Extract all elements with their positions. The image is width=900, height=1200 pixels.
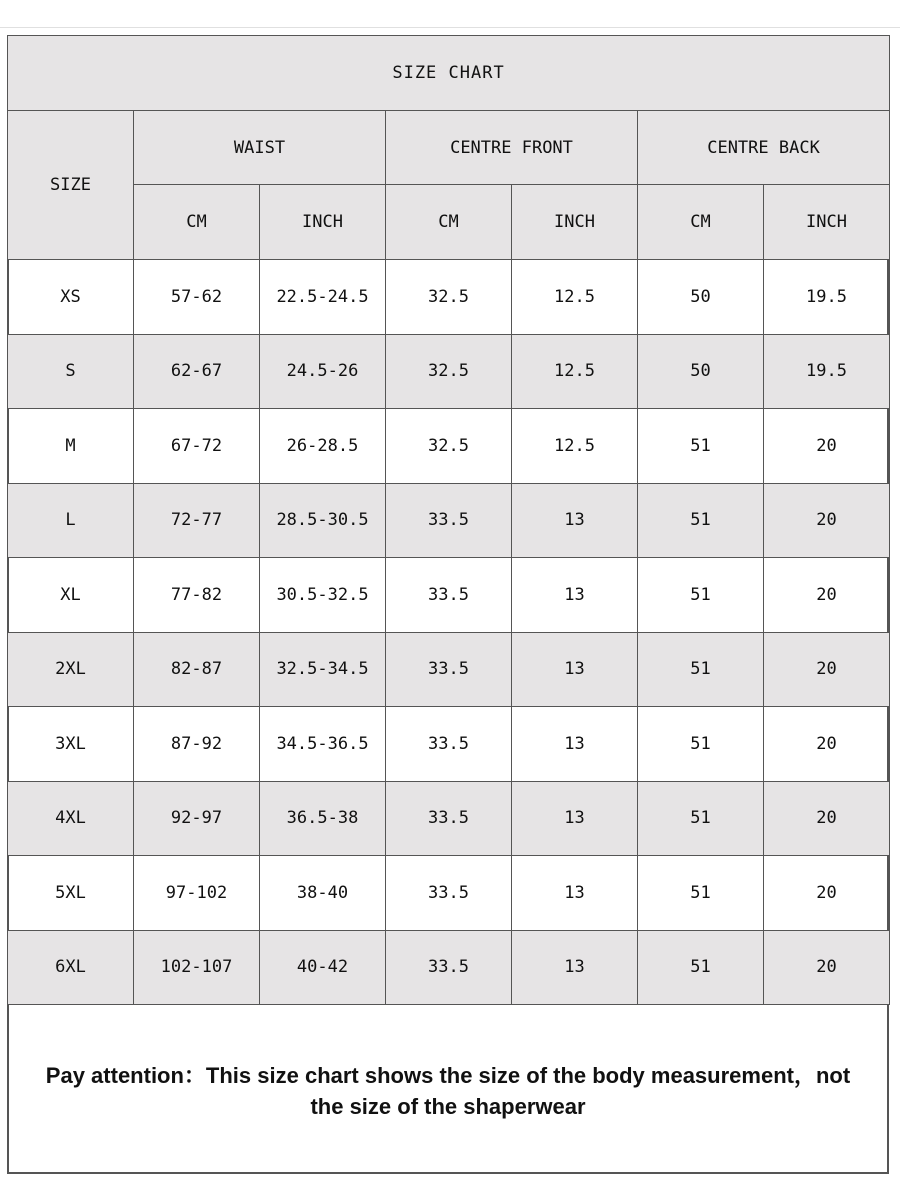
size-cell: 5XL <box>8 856 134 931</box>
back-inch-cell: 20 <box>764 632 890 707</box>
front-inch-cell: 13 <box>512 707 638 782</box>
front-inch-cell: 13 <box>512 930 638 1005</box>
page-title: SIZE CHART <box>8 36 890 111</box>
front-inch-cell: 13 <box>512 856 638 931</box>
front-cm-cell: 33.5 <box>386 856 512 931</box>
back-cm-cell: 50 <box>638 260 764 335</box>
waist-cm-cell: 57-62 <box>134 260 260 335</box>
size-cell: 4XL <box>8 781 134 856</box>
waist-cm-cell: 102-107 <box>134 930 260 1005</box>
table-row <box>8 483 890 558</box>
table-row <box>8 856 890 931</box>
size-cell: S <box>8 334 134 409</box>
back-cm-cell: 51 <box>638 483 764 558</box>
waist-inch-cell: 36.5-38 <box>260 781 386 856</box>
waist-inch-cell: 26-28.5 <box>260 409 386 484</box>
waist-cm-header: CM <box>134 185 260 260</box>
back-inch-cell: 19.5 <box>764 334 890 409</box>
table-row <box>8 334 890 409</box>
back-inch-cell: 20 <box>764 558 890 633</box>
front-cm-cell: 32.5 <box>386 334 512 409</box>
front-inch-cell: 12.5 <box>512 260 638 335</box>
table-row <box>8 632 890 707</box>
back-cm-cell: 51 <box>638 632 764 707</box>
size-cell: XL <box>8 558 134 633</box>
front-cm-cell: 32.5 <box>386 260 512 335</box>
waist-cm-cell: 72-77 <box>134 483 260 558</box>
back-inch-cell: 20 <box>764 483 890 558</box>
back-cm-cell: 50 <box>638 334 764 409</box>
front-cm-cell: 33.5 <box>386 781 512 856</box>
front-cm-cell: 33.5 <box>386 632 512 707</box>
attention-note-line-2: the size of the shaperwear <box>310 1094 586 1119</box>
waist-inch-header: INCH <box>260 185 386 260</box>
centre-back-group-header: CENTRE BACK <box>638 111 890 185</box>
size-cell: L <box>8 483 134 558</box>
back-cm-header: CM <box>638 185 764 260</box>
front-inch-cell: 13 <box>512 632 638 707</box>
waist-inch-cell: 28.5-30.5 <box>260 483 386 558</box>
table-row <box>8 260 890 335</box>
back-cm-cell: 51 <box>638 930 764 1005</box>
front-inch-cell: 13 <box>512 781 638 856</box>
waist-cm-cell: 67-72 <box>134 409 260 484</box>
waist-inch-cell: 38-40 <box>260 856 386 931</box>
table-row <box>8 409 890 484</box>
waist-cm-cell: 62-67 <box>134 334 260 409</box>
size-cell: M <box>8 409 134 484</box>
waist-inch-cell: 34.5-36.5 <box>260 707 386 782</box>
waist-cm-cell: 87-92 <box>134 707 260 782</box>
front-inch-cell: 12.5 <box>512 334 638 409</box>
table-row <box>8 707 890 782</box>
front-inch-header: INCH <box>512 185 638 260</box>
front-cm-cell: 33.5 <box>386 558 512 633</box>
back-inch-cell: 20 <box>764 409 890 484</box>
waist-cm-cell: 77-82 <box>134 558 260 633</box>
size-cell: 6XL <box>8 930 134 1005</box>
waist-group-header: WAIST <box>134 111 386 185</box>
waist-cm-cell: 92-97 <box>134 781 260 856</box>
back-inch-cell: 20 <box>764 707 890 782</box>
table-row <box>8 558 890 633</box>
back-inch-cell: 20 <box>764 930 890 1005</box>
front-inch-cell: 13 <box>512 558 638 633</box>
centre-front-group-header: CENTRE FRONT <box>386 111 638 185</box>
front-cm-cell: 33.5 <box>386 930 512 1005</box>
waist-inch-cell: 22.5-24.5 <box>260 260 386 335</box>
front-cm-cell: 33.5 <box>386 707 512 782</box>
waist-cm-cell: 82-87 <box>134 632 260 707</box>
back-cm-cell: 51 <box>638 707 764 782</box>
attention-note <box>7 1060 889 1122</box>
back-cm-cell: 51 <box>638 856 764 931</box>
waist-inch-cell: 32.5-34.5 <box>260 632 386 707</box>
back-inch-cell: 20 <box>764 781 890 856</box>
size-cell: 3XL <box>8 707 134 782</box>
back-cm-cell: 51 <box>638 781 764 856</box>
back-cm-cell: 51 <box>638 558 764 633</box>
back-inch-cell: 19.5 <box>764 260 890 335</box>
waist-inch-cell: 24.5-26 <box>260 334 386 409</box>
front-inch-cell: 12.5 <box>512 409 638 484</box>
size-column-header: SIZE <box>8 111 134 260</box>
table-row <box>8 930 890 1005</box>
front-cm-header: CM <box>386 185 512 260</box>
waist-cm-cell: 97-102 <box>134 856 260 931</box>
table-row <box>8 781 890 856</box>
size-cell: 2XL <box>8 632 134 707</box>
front-cm-cell: 32.5 <box>386 409 512 484</box>
attention-note-line-1: Pay attention：This size chart shows the size of the body measurement，not <box>45 1063 851 1088</box>
front-inch-cell: 13 <box>512 483 638 558</box>
back-cm-cell: 51 <box>638 409 764 484</box>
back-inch-header: INCH <box>764 185 890 260</box>
spreadsheet-gridline <box>0 27 900 28</box>
front-cm-cell: 33.5 <box>386 483 512 558</box>
waist-inch-cell: 30.5-32.5 <box>260 558 386 633</box>
size-cell: XS <box>8 260 134 335</box>
size-chart-table <box>7 35 890 1005</box>
waist-inch-cell: 40-42 <box>260 930 386 1005</box>
back-inch-cell: 20 <box>764 856 890 931</box>
